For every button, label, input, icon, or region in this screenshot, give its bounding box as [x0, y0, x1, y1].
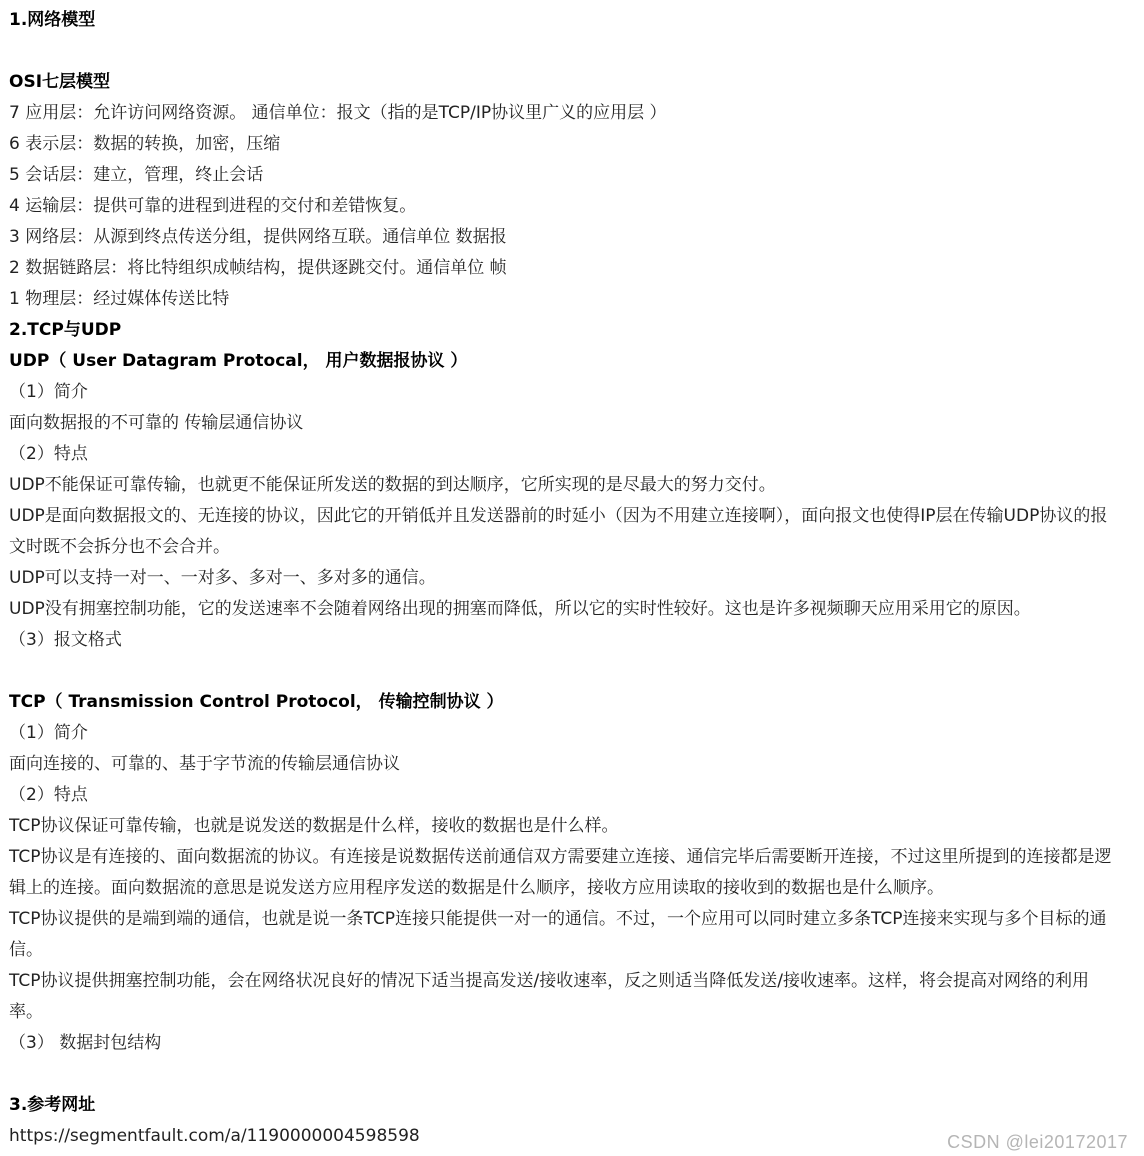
osi-layer-2: 2 数据链路层：将比特组织成帧结构，提供逐跳交付。通信单位 帧 [9, 258, 507, 278]
osi-layer-3: 3 网络层：从源到终点传送分组，提供网络互联。通信单位 数据报 [9, 227, 507, 247]
tcp-feature-2: TCP协议是有连接的、面向数据流的协议。有连接是说数据传送前通信双方需要建立连接、通信完毕后需要断开连接，不过这里所提到的连接都是逻辑上的连接。面向数据流的意思是说发送方应用程序发送的数据是什么顺序，接收方应用读取的接收到的数据也是什么顺序。 [9, 847, 1112, 898]
udp-feature-3: UDP可以支持一对一、一对多、多对一、多对多的通信。 [9, 568, 436, 588]
udp-intro-text: 面向数据报的不可靠的 传输层通信协议 [9, 413, 304, 433]
spacer [9, 36, 1116, 67]
tcp-feature-1: TCP协议保证可靠传输，也就是说发送的数据是什么样，接收的数据也是什么样。 [9, 816, 619, 836]
osi-layer-6: 6 表示层：数据的转换，加密，压缩 [9, 134, 281, 154]
osi-layer-7: 7 应用层：允许访问网络资源。 通信单位：报文（指的是TCP/IP协议里广义的应用层 ） [9, 103, 667, 123]
tcp-title: TCP（ Transmission Control Protocol， 传输控制协议 ） [9, 692, 504, 712]
osi-layer-1: 1 物理层：经过媒体传送比特 [9, 289, 230, 309]
spacer [9, 1059, 1116, 1090]
udp-features-label: （2）特点 [9, 444, 88, 464]
udp-title: UDP（ User Datagram Protocal， 用户数据报协议 ） [9, 351, 468, 371]
csdn-watermark: CSDN @lei20172017 [947, 1132, 1128, 1152]
section-heading-references: 3.参考网址 [9, 1095, 96, 1115]
osi-title: OSI七层模型 [9, 72, 111, 92]
udp-format-label: （3）报文格式 [9, 630, 122, 650]
tcp-feature-4: TCP协议提供拥塞控制功能，会在网络状况良好的情况下适当提高发送/接收速率，反之则适当降低发送/接收速率。这样，将会提高对网络的利用率。 [9, 971, 1089, 1022]
udp-feature-4: UDP没有拥塞控制功能，它的发送速率不会随着网络出现的拥塞而降低，所以它的实时性较好。这也是许多视频聊天应用采用它的原因。 [9, 599, 1031, 619]
udp-feature-2: UDP是面向数据报文的、无连接的协议，因此它的开销低并且发送器前的时延小（因为不用建立连接啊），面向报文也使得IP层在传输UDP协议的报文时既不会拆分也不会合并。 [9, 506, 1108, 557]
udp-feature-1: UDP不能保证可靠传输，也就更不能保证所发送的数据的到达顺序，它所实现的是尽最大的努力交付。 [9, 475, 776, 495]
article-body [0, 5, 1144, 1156]
reference-url[interactable]: https://segmentfault.com/a/1190000004598598 [9, 1126, 420, 1146]
udp-intro-label: （1）简介 [9, 382, 88, 402]
tcp-intro-label: （1）简介 [9, 723, 88, 743]
spacer [9, 656, 1116, 687]
section-heading-tcp-udp: 2.TCP与UDP [9, 320, 122, 340]
tcp-intro-text: 面向连接的、可靠的、基于字节流的传输层通信协议 [9, 754, 400, 774]
tcp-format-label: （3） 数据封包结构 [9, 1033, 162, 1053]
tcp-feature-3: TCP协议提供的是端到端的通信，也就是说一条TCP连接只能提供一对一的通信。不过，一个应用可以同时建立多条TCP连接来实现与多个目标的通信。 [9, 909, 1107, 960]
osi-layer-4: 4 运输层：提供可靠的进程到进程的交付和差错恢复。 [9, 196, 417, 216]
section-heading-network-model: 1.网络模型 [9, 10, 96, 30]
tcp-features-label: （2）特点 [9, 785, 88, 805]
osi-layer-5: 5 会话层：建立，管理，终止会话 [9, 165, 264, 185]
